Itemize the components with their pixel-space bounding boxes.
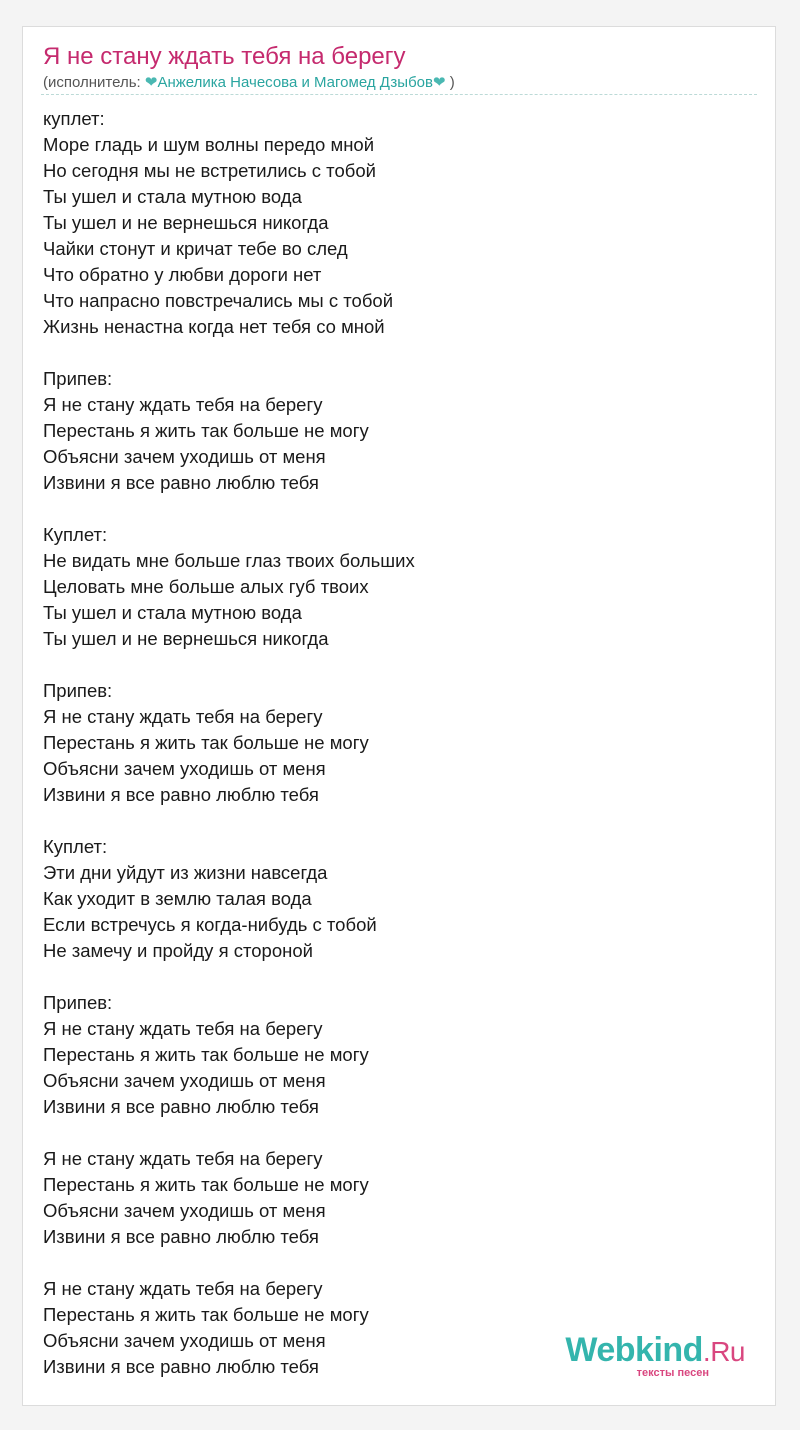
stanza — [43, 1276, 415, 1380]
lyric-line: Извини я все равно люблю тебя — [43, 472, 319, 493]
lyric-line: Но сегодня мы не встретились с тобой — [43, 160, 376, 181]
stanza — [43, 106, 415, 340]
lyric-line: Ты ушел и стала мутною вода — [43, 186, 302, 207]
lyric-line: Жизнь ненастна когда нет тебя со мной — [43, 316, 385, 337]
logo-tagline: тексты песен — [636, 1367, 709, 1379]
artist-prefix: (исполнитель: — [43, 74, 145, 91]
lyric-line: Не замечу и пройду я стороной — [43, 940, 313, 961]
lyric-line: Ты ушел и не вернешься никогда — [43, 628, 329, 649]
lyric-line: Объясни зачем уходишь от меня — [43, 446, 326, 467]
stanza-gap — [43, 652, 415, 678]
lyric-line: Перестань я жить так больше не могу — [43, 1304, 369, 1325]
lyric-line: Я не стану ждать тебя на берегу — [43, 1278, 323, 1299]
heart-icon: ❤ — [144, 74, 158, 91]
stanza-gap — [43, 496, 415, 522]
lyric-line: Перестань я жить так больше не могу — [43, 1044, 369, 1065]
lyric-line: Извини я все равно люблю тебя — [43, 1096, 319, 1117]
stanza-gap — [43, 340, 415, 366]
stanza-gap — [43, 1120, 415, 1146]
lyric-line: Ты ушел и стала мутною вода — [43, 602, 302, 623]
song-title: Я не стану ждать тебя на берегу — [43, 43, 406, 70]
webkind-logo — [539, 1331, 749, 1383]
logo-brand-tld: .Ru — [702, 1336, 745, 1367]
stanza — [43, 678, 415, 808]
lyric-line: Море гладь и шум волны передо мной — [43, 134, 375, 155]
lyrics-card — [22, 26, 776, 1406]
lyric-line: Если встречусь я когда-нибудь с тобой — [43, 914, 377, 935]
stanza-label: Припев: — [43, 368, 113, 389]
stanza-label: Припев: — [43, 680, 113, 701]
lyric-line: Объясни зачем уходишь от меня — [43, 1330, 326, 1351]
heart-icon: ❤ — [432, 74, 446, 91]
lyric-line: Не видать мне больше глаз твоих больших — [43, 550, 415, 571]
logo-brand-name: Webkind — [565, 1331, 703, 1369]
stanza-label: куплет: — [43, 108, 105, 129]
lyric-line: Перестань я жить так больше не могу — [43, 420, 369, 441]
header-divider — [41, 94, 757, 95]
lyric-line: Объясни зачем уходишь от меня — [43, 1200, 326, 1221]
stanza-label: Припев: — [43, 992, 113, 1013]
lyric-line: Я не стану ждать тебя на берегу — [43, 394, 323, 415]
lyric-line: Эти дни уйдут из жизни навсегда — [43, 862, 328, 883]
lyric-line: Целовать мне больше алых губ твоих — [43, 576, 369, 597]
lyric-line: Извини я все равно люблю тебя — [43, 1356, 319, 1377]
stanza — [43, 1146, 415, 1250]
stanza-gap — [43, 808, 415, 834]
lyric-line: Ты ушел и не вернешься никогда — [43, 212, 329, 233]
stanza-gap — [43, 1250, 415, 1276]
lyric-line: Как уходит в землю талая вода — [43, 888, 312, 909]
artist-link[interactable]: Анжелика Начесова и Магомед Дзыбов — [157, 74, 433, 91]
stanza — [43, 990, 415, 1120]
artist-line — [43, 73, 455, 93]
lyrics-body — [43, 106, 415, 1380]
stanza — [43, 834, 415, 964]
stanza — [43, 522, 415, 652]
lyric-line: Я не стану ждать тебя на берегу — [43, 706, 323, 727]
lyric-line: Я не стану ждать тебя на берегу — [43, 1018, 323, 1039]
lyric-line: Объясни зачем уходишь от меня — [43, 1070, 326, 1091]
lyric-line: Объясни зачем уходишь от меня — [43, 758, 326, 779]
lyric-line: Перестань я жить так больше не могу — [43, 732, 369, 753]
stanza-label: Куплет: — [43, 524, 108, 545]
lyric-line: Извини я все равно люблю тебя — [43, 784, 319, 805]
stanza-gap — [43, 964, 415, 990]
lyric-line: Что напрасно повстречались мы с тобой — [43, 290, 394, 311]
artist-suffix: ) — [445, 74, 455, 91]
stanza-label: Куплет: — [43, 836, 108, 857]
lyric-line: Чайки стонут и кричат тебе во след — [43, 238, 348, 259]
stanza — [43, 366, 415, 496]
lyric-line: Я не стану ждать тебя на берегу — [43, 1148, 323, 1169]
logo-brand — [565, 1331, 745, 1371]
lyric-line: Извини я все равно люблю тебя — [43, 1226, 319, 1247]
lyric-line: Что обратно у любви дороги нет — [43, 264, 322, 285]
lyric-line: Перестань я жить так больше не могу — [43, 1174, 369, 1195]
